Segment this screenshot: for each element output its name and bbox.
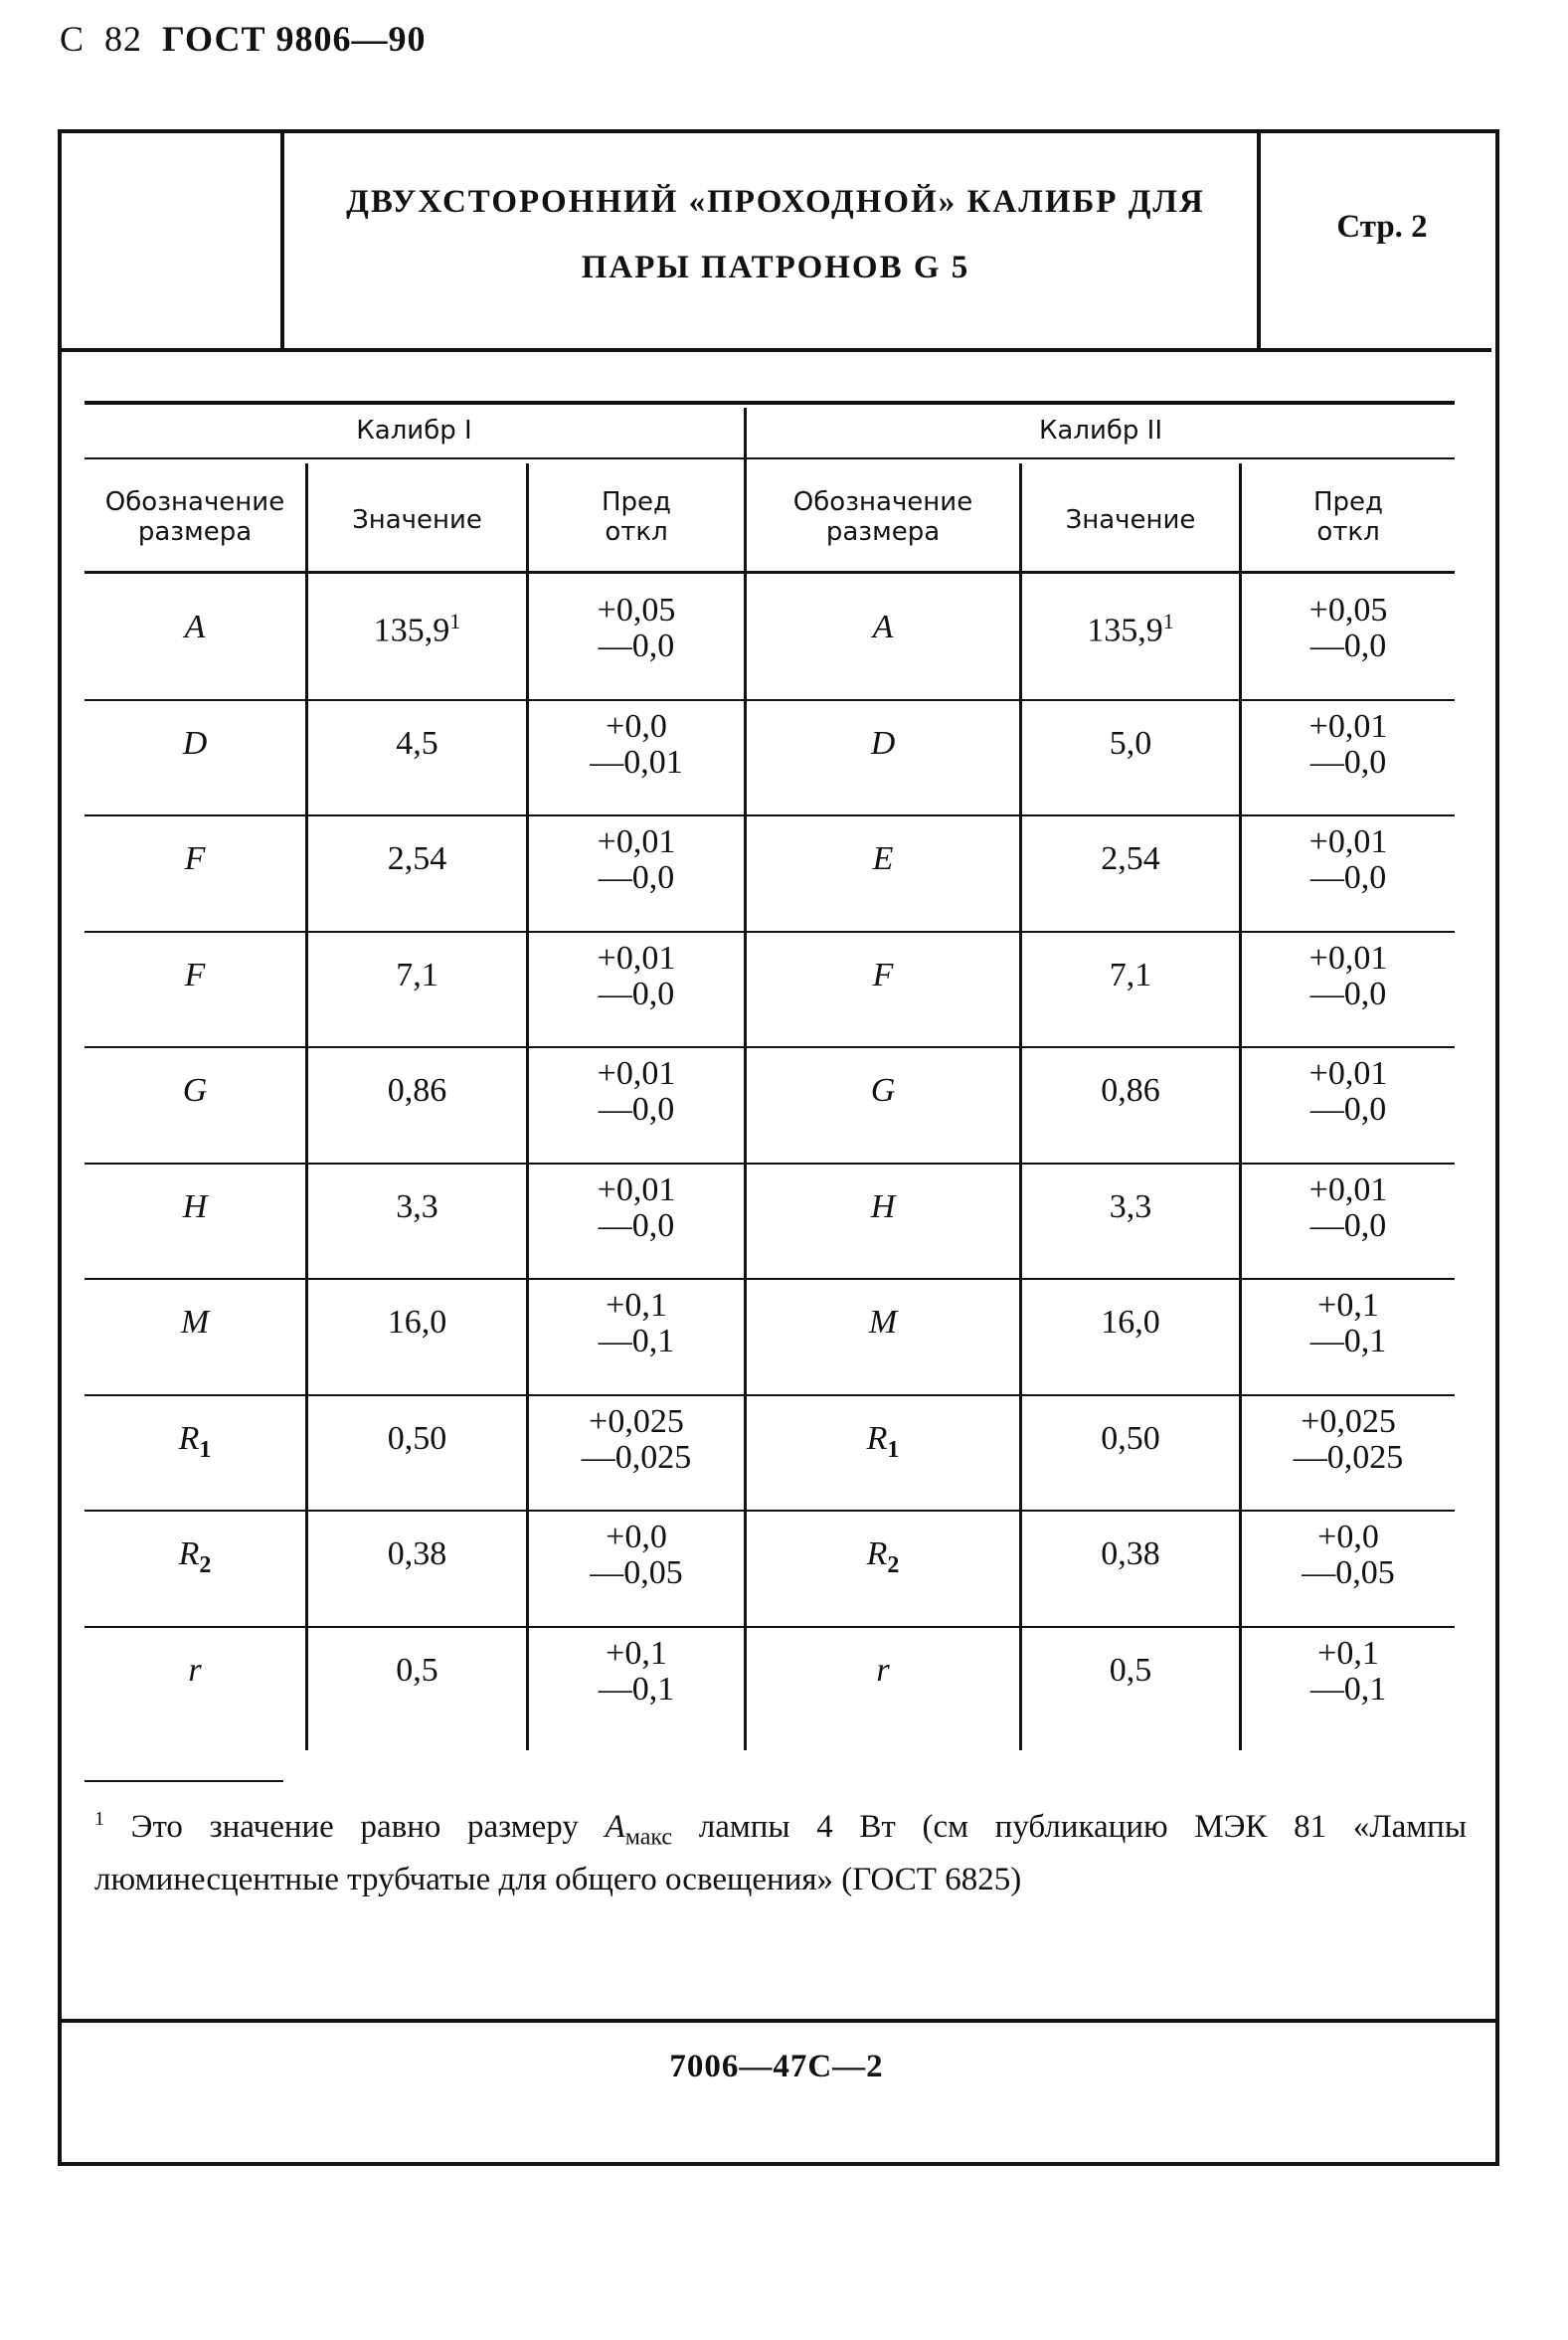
tolerance-upper: +0,0 [1317,1519,1379,1555]
designation-symbol: E [872,840,894,877]
group-label-caliber-1: Калибр I [356,416,472,446]
designation-cell [747,1072,1019,1110]
footnote-symbol: A [605,1809,625,1845]
value-cell [1022,609,1239,649]
value-cell [308,840,526,878]
tolerance-cell [1242,1056,1455,1128]
designation-symbol: A [872,609,894,645]
title-divider-left [280,133,284,348]
value-footnote-ref: 1 [1162,609,1174,633]
designation-cell [85,609,305,646]
sheet-title-line2: ПАРЫ ПАТРОНОВ G 5 [581,250,970,285]
tolerance-upper: +0,025 [1301,1402,1396,1440]
tolerance-cell [529,593,744,664]
group-header-rule [85,457,1455,459]
group-label-caliber-2: Калибр II [1038,416,1163,446]
tolerance-cell [1242,593,1455,664]
value-text: 16,0 [387,1304,447,1341]
tolerance-cell [1242,1172,1455,1244]
value-cell [308,1188,526,1226]
tolerance-upper: +0,01 [1308,939,1388,977]
tolerance-upper: +0,01 [597,1170,676,1208]
footnote-text-before: Это значение равно размеру [104,1809,606,1845]
row-separator [747,931,1455,933]
tolerance-lower: —0,1 [1309,1323,1387,1359]
tolerance-lower: —0,1 [598,1323,675,1359]
col-header-deviation-left [529,487,744,547]
value-text: 7,1 [396,956,438,993]
tolerance-lower: —0,0 [598,1206,675,1244]
value-text: 0,5 [396,1651,438,1689]
tolerance-cell [1242,1636,1455,1708]
value-text: 5,0 [1109,724,1152,762]
designation-cell [85,1535,305,1579]
col-header-value-left: Значение [352,505,482,535]
designation-cell [85,957,305,994]
tolerance-lower: —0,0 [1309,1206,1387,1244]
tolerance-upper: +0,01 [597,1055,676,1092]
value-text: 2,54 [1101,840,1160,877]
value-text: 0,50 [387,1419,447,1457]
designation-cell [85,1188,305,1226]
row-separator [85,814,744,816]
value-text: 0,86 [387,1072,447,1109]
tolerance-cell [529,1520,744,1591]
col-header-designation-l1: Обозначение [104,487,285,517]
value-text: 3,3 [1109,1187,1152,1225]
page-header [60,18,426,60]
designation-symbol: r [876,1651,890,1689]
tolerance-upper: +0,01 [1308,1170,1388,1208]
designation-cell [85,725,305,763]
footnote [94,1798,1467,1900]
value-cell [1022,1420,1239,1458]
row-separator [747,699,1455,701]
tolerance-upper: +0,0 [606,1519,667,1555]
designation-cell [747,1652,1019,1690]
tolerance-upper: +0,1 [1317,1287,1379,1324]
tolerance-upper: +0,01 [597,823,676,860]
col-header-designation-r1: Обозначение [792,487,973,517]
designation-cell [747,609,1019,646]
row-separator [85,1046,744,1048]
designation-cell [85,1652,305,1690]
designation-symbol: M [180,1304,210,1341]
designation-symbol: F [184,956,206,993]
designation-cell [85,1304,305,1342]
value-text: 4,5 [396,724,438,762]
table-top-rule [85,401,1455,405]
designation-subscript: 1 [199,1436,212,1463]
tolerance-upper: +0,01 [1308,823,1388,860]
tolerance-lower: —0,025 [1293,1438,1404,1476]
value-cell [308,1304,526,1342]
row-separator [85,1278,744,1280]
tolerance-lower: —0,0 [598,628,675,664]
designation-cell [85,1072,305,1110]
tolerance-lower: —0,05 [590,1554,683,1591]
designation-symbol: H [870,1187,896,1225]
tolerance-upper: +0,05 [597,592,676,629]
row-separator [85,1626,744,1628]
value-cell [1022,840,1239,878]
designation-symbol: F [872,956,894,993]
value-text: 2,54 [387,840,447,877]
col-header-deviation-l2: откл [605,517,668,547]
value-text: 0,86 [1101,1072,1160,1109]
row-separator [85,699,744,701]
designation-symbol: G [870,1072,896,1109]
designation-symbol: R [178,1535,200,1572]
designation-symbol: D [182,724,208,762]
value-text: 0,50 [1101,1419,1160,1457]
tolerance-lower: —0,0 [1309,743,1387,781]
tolerance-cell [529,941,744,1012]
row-separator [85,1163,744,1165]
tolerance-upper: +0,1 [606,1287,667,1324]
title-bottom-rule [62,348,1491,352]
designation-cell [747,840,1019,878]
designation-subscript: 1 [887,1436,900,1463]
tolerance-cell [529,1636,744,1708]
column-header-rule [85,571,1455,574]
tolerance-cell [529,1404,744,1476]
col-header-deviation-l1: Пред [601,487,672,517]
designation-cell [747,1304,1019,1342]
col-header-designation-l2: размера [137,517,253,547]
col-header-value-right: Значение [1065,505,1196,535]
designation-cell [747,957,1019,994]
row-separator [747,1394,1455,1396]
tolerance-cell [529,709,744,781]
value-cell [1022,957,1239,994]
col-header-designation-left [85,487,305,547]
row-separator [747,814,1455,816]
tolerance-upper: +0,01 [1308,707,1388,745]
value-cell [1022,725,1239,763]
tolerance-upper: +0,01 [1308,1055,1388,1092]
footnote-marker: 1 [94,1808,104,1830]
designation-cell [747,1535,1019,1579]
value-text: 0,5 [1109,1651,1152,1689]
row-separator [747,1278,1455,1280]
col-header-deviation-r1: Пред [1312,487,1384,517]
tolerance-upper: +0,05 [1308,592,1388,629]
row-separator [747,1046,1455,1048]
col-header-designation-r2: размера [825,517,941,547]
value-cell [1022,1304,1239,1342]
value-cell [308,1072,526,1110]
tolerance-cell [529,824,744,896]
tolerance-upper: +0,025 [589,1402,684,1440]
value-text: 0,38 [1101,1535,1160,1572]
sheet-title-line1: ДВУХСТОРОННИЙ «ПРОХОДНОЙ» КАЛИБР ДЛЯ [346,184,1205,220]
designation-symbol: D [870,724,896,762]
tolerance-cell [1242,1520,1455,1591]
tolerance-lower: —0,1 [598,1670,675,1708]
value-footnote-ref: 1 [449,609,461,633]
designation-symbol: A [184,609,206,645]
footnote-symbol-sub: макс [624,1824,673,1851]
designation-symbol: R [866,1535,888,1572]
value-cell [1022,1072,1239,1110]
value-cell [308,609,526,649]
value-cell [308,1420,526,1458]
tolerance-lower: —0,01 [590,743,683,781]
header-standard: ГОСТ 9806—90 [162,19,427,59]
designation-symbol: G [182,1072,208,1109]
tolerance-lower: —0,0 [1309,628,1387,664]
designation-cell [85,840,305,878]
tolerance-cell [1242,1288,1455,1359]
tolerance-upper: +0,0 [606,707,667,745]
tolerance-upper: +0,1 [606,1634,667,1672]
designation-subscript: 2 [887,1551,900,1578]
row-separator [747,1510,1455,1512]
row-separator [85,931,744,933]
value-text: 135,9 [373,612,450,649]
header-page-number: 82 [104,19,143,59]
tolerance-cell [1242,1404,1455,1476]
value-cell [308,725,526,763]
designation-symbol: F [184,840,206,877]
designation-cell [85,1420,305,1464]
footer-rule [58,2019,1495,2023]
designation-cell [747,1420,1019,1464]
col-header-designation-right [747,487,1019,547]
row-separator [85,1394,744,1396]
value-cell [308,1535,526,1573]
sheet-title [288,169,1263,300]
row-separator [85,1510,744,1512]
tolerance-upper: +0,1 [1317,1634,1379,1672]
tolerance-lower: —0,05 [1302,1554,1395,1591]
tolerance-cell [1242,709,1455,781]
tolerance-lower: —0,0 [598,975,675,1012]
sheet-page-ref: Стр. 2 [1336,209,1428,245]
col-header-deviation-right [1242,487,1455,547]
document-code: 7006—47С—2 [669,2049,884,2084]
value-text: 135,9 [1087,612,1163,649]
value-text: 7,1 [1109,956,1152,993]
designation-symbol: H [182,1187,208,1225]
value-cell [1022,1535,1239,1573]
designation-symbol: R [866,1419,888,1457]
value-text: 3,3 [396,1187,438,1225]
designation-symbol: r [188,1651,202,1689]
row-separator [747,1626,1455,1628]
tolerance-lower: —0,0 [598,859,675,896]
value-cell [308,1652,526,1690]
tolerance-lower: —0,0 [1309,975,1387,1012]
value-text: 0,38 [387,1535,447,1572]
tolerance-upper: +0,01 [597,939,676,977]
tolerance-lower: —0,0 [598,1091,675,1128]
footnote-rule [85,1780,283,1782]
tolerance-lower: —0,1 [1309,1670,1387,1708]
tolerance-cell [529,1288,744,1359]
tolerance-cell [529,1056,744,1128]
tolerance-lower: —0,025 [581,1438,692,1476]
designation-cell [747,1188,1019,1226]
row-separator [747,1163,1455,1165]
footnote-text-after: лампы 4 Вт (см публикацию МЭК 81 «Лампы люминесцентные трубчатые для общего освещения» (ГОСТ 6825) [94,1809,1468,1897]
tolerance-lower: —0,0 [1309,859,1387,896]
col-header-deviation-r2: откл [1316,517,1380,547]
tolerance-cell [1242,941,1455,1012]
designation-symbol: M [868,1304,898,1341]
tolerance-lower: —0,0 [1309,1091,1387,1128]
tolerance-cell [1242,824,1455,896]
value-cell [1022,1188,1239,1226]
value-text: 16,0 [1101,1304,1160,1341]
value-cell [1022,1652,1239,1690]
value-cell [308,957,526,994]
designation-subscript: 2 [199,1551,212,1578]
header-prefix: С [60,19,86,59]
designation-symbol: R [178,1419,200,1457]
designation-cell [747,725,1019,763]
tolerance-cell [529,1172,744,1244]
